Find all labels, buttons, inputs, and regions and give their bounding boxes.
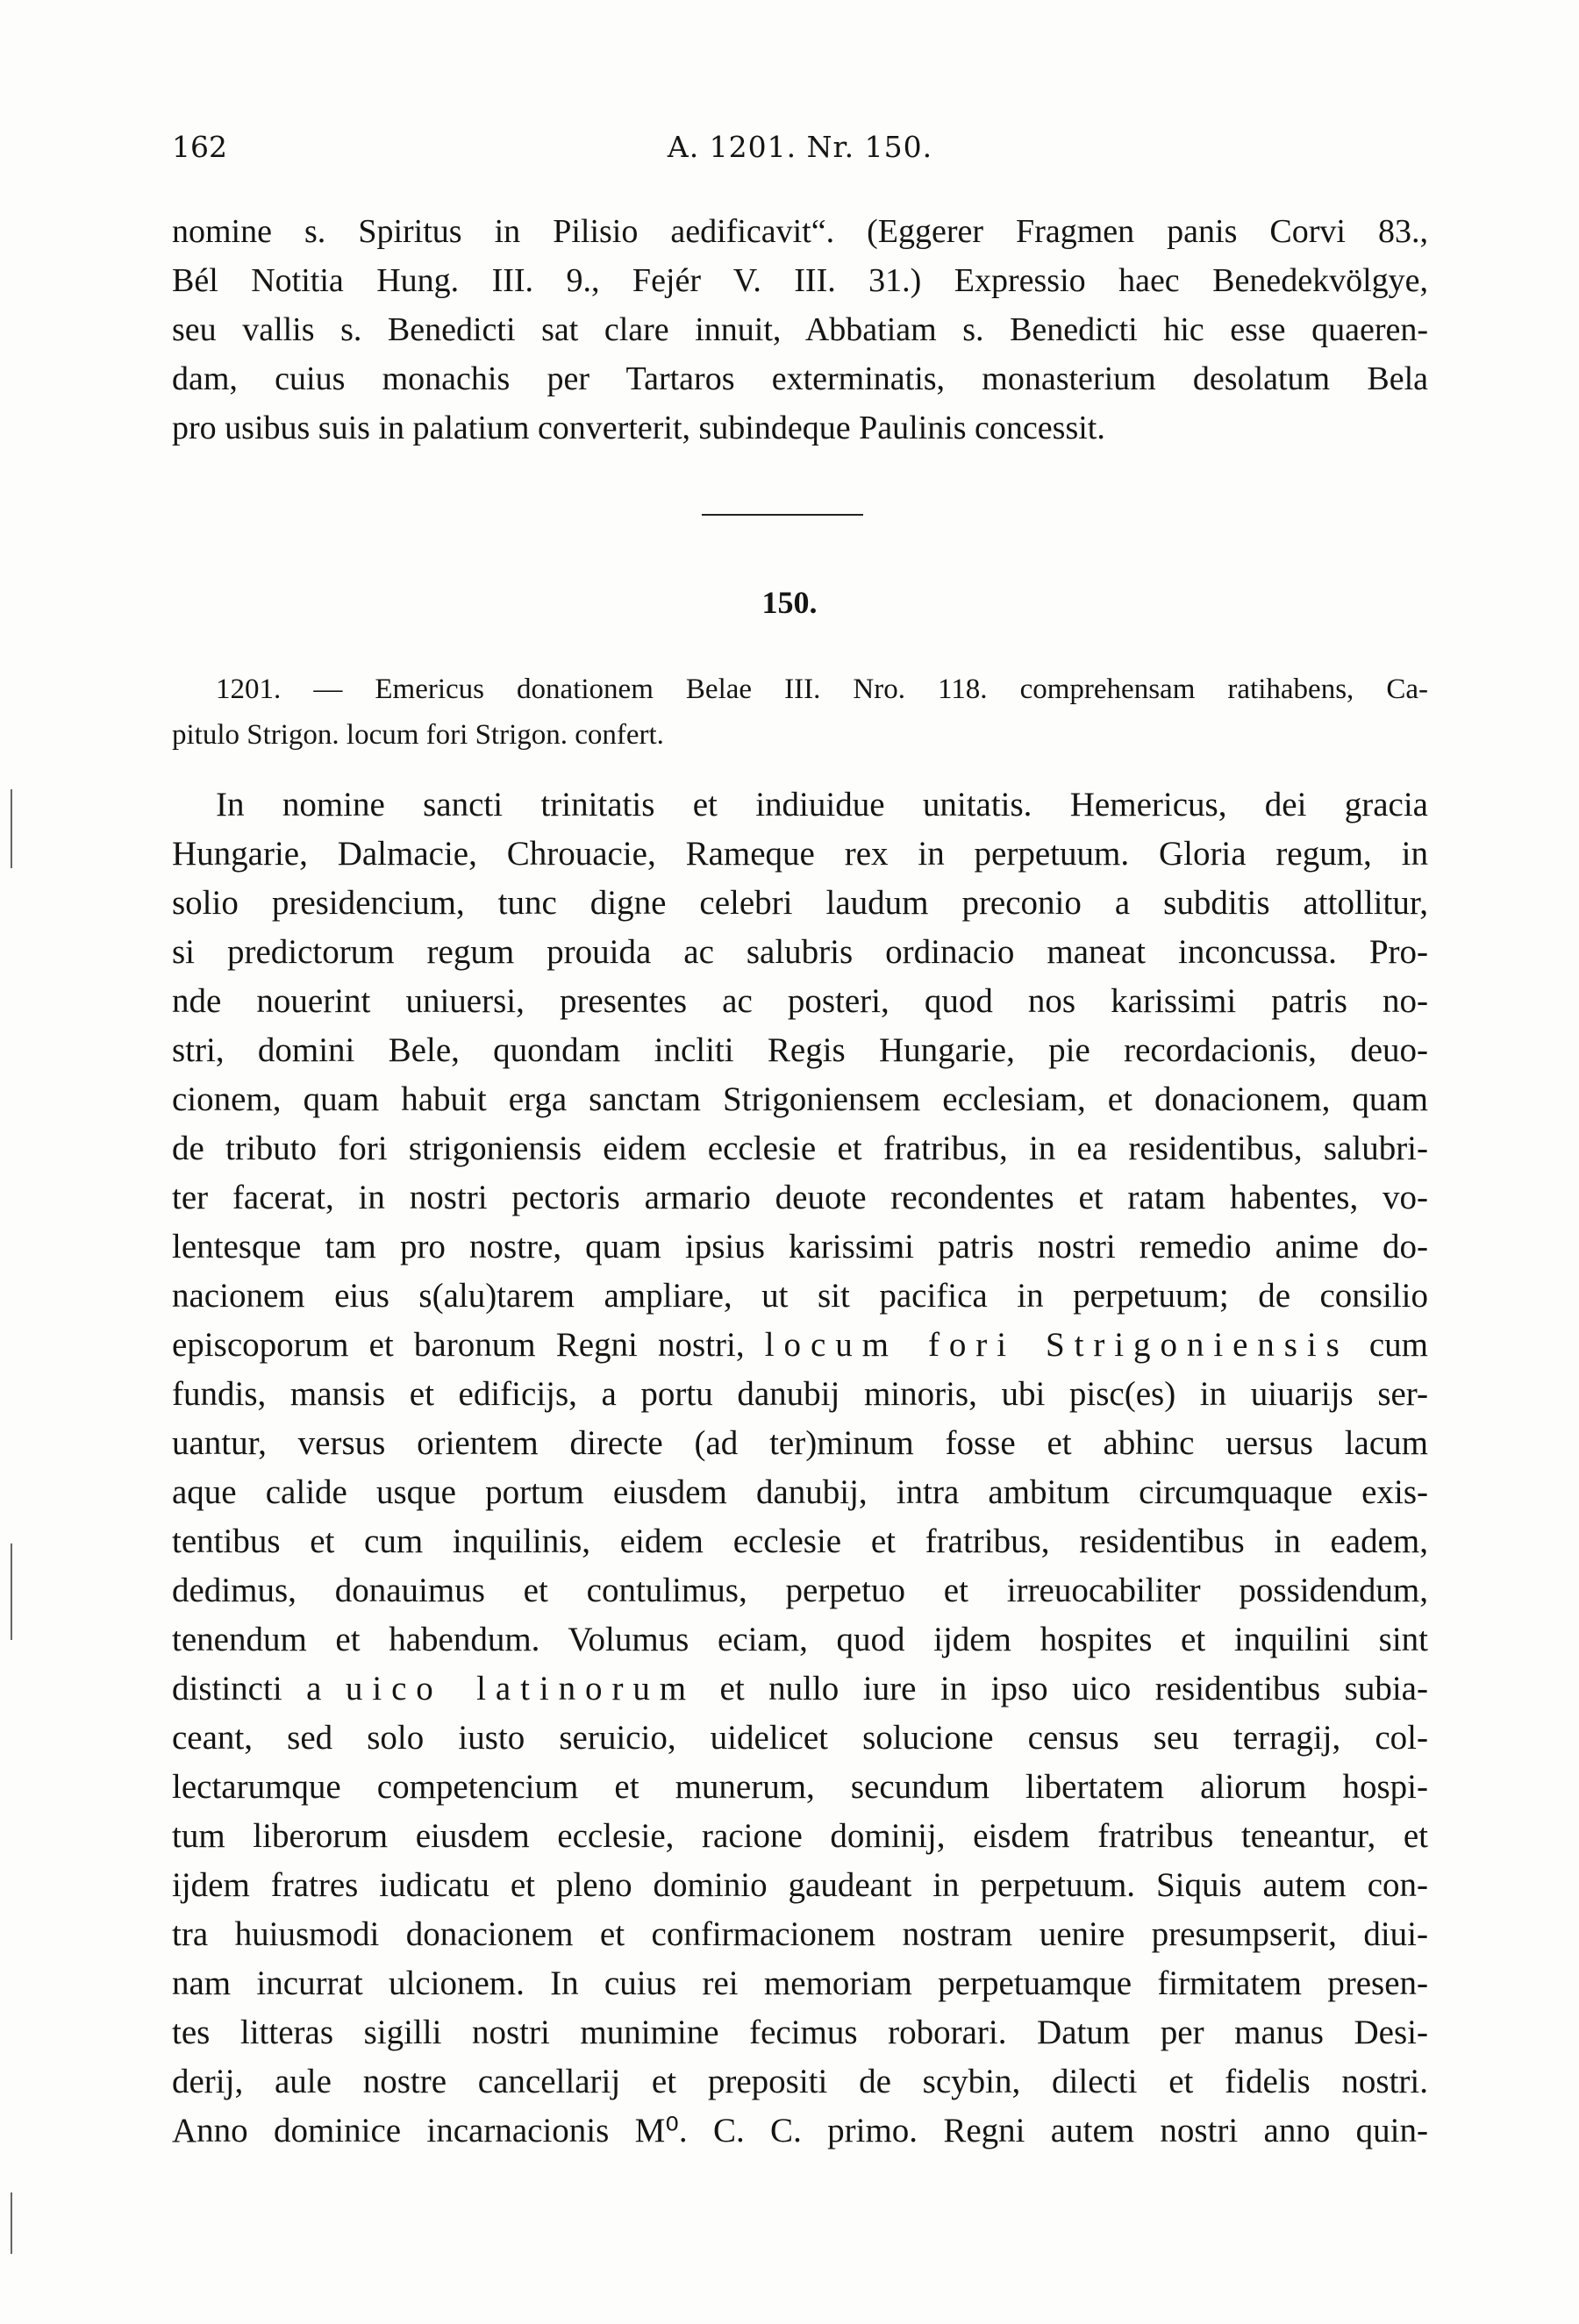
text-line: 1201. — Emericus donationem Belae III. Nro. 118. comprehensam ratihabens, Ca- [216, 674, 1428, 705]
intro-paragraph [172, 207, 1428, 453]
text-line: ter facerat, in nostri pectoris armario deuote recondentes et ratam habentes, vo- [172, 1179, 1428, 1216]
page-number: 162 [172, 130, 227, 164]
text-line: tenendum et habendum. Volumus eciam, quod ijdem hospites et inquilini sint [172, 1621, 1428, 1658]
text-line: uantur, versus orientem directe (ad ter)minum fosse et abhinc uersus lacum [172, 1424, 1428, 1462]
text-line: dam, cuius monachis per Tartaros exterminatis, monasterium desolatum Bela [172, 360, 1428, 397]
document-number: 150. [761, 585, 818, 620]
text-line [172, 1321, 1428, 1370]
text-line: de tributo fori strigoniensis eidem ecclesie et fratribus, in ea residentibus, salubri- [172, 1130, 1428, 1167]
text-line: tum liberorum eiusdem ecclesie, racione dominij, eisdem fratribus teneantur, et [172, 1817, 1428, 1855]
scan-margin-mark [11, 789, 12, 868]
spaced-emphasis: locum fori Strigoniensis [764, 1326, 1349, 1364]
text-line: pro usibus suis in palatium converterit, subindeque Paulinis concessit. [172, 410, 1105, 446]
text-line: nde nouerint uniuersi, presentes ac posteri, quod nos karissimi patris no- [172, 982, 1428, 1020]
text-line: ijdem fratres iudicatu et pleno dominio gaudeant in perpetuum. Siquis autem con- [172, 1866, 1428, 1904]
text-line: lectarumque competencium et munerum, secundum libertatem aliorum hospi- [172, 1768, 1428, 1806]
text-line [172, 1665, 1428, 1714]
text-segment: distincti a [172, 1670, 346, 1707]
text-line: derij, aule nostre cancellarij et prepositi de scybin, dilecti et fidelis nostri. [172, 2063, 1428, 2100]
scan-margin-mark [11, 2192, 12, 2254]
text-line: pitulo Strigon. locum fori Strigon. confert. [172, 719, 664, 751]
text-line: nomine s. Spiritus in Pilisio aedificavit“. (Eggerer Fragmen panis Corvi 83., [172, 213, 1428, 250]
text-segment: cum [1348, 1326, 1428, 1364]
text-line: Hungarie, Dalmacie, Chrouacie, Rameque rex in perpetuum. Gloria regum, in [172, 835, 1428, 873]
text-line: Anno dominice incarnacionis M⁰. C. C. primo. Regni autem nostri anno quin- [172, 2112, 1428, 2149]
text-line: si predictorum regum prouida ac salubris ordinacio maneat inconcussa. Pro- [172, 933, 1428, 971]
scan-margin-mark [11, 1543, 12, 1640]
text-line: Bél Notitia Hung. III. 9., Fejér V. III. 31.) Expressio haec Benedekvölgye, [172, 262, 1428, 299]
text-line: tentibus et cum inquilinis, eidem ecclesie et fratribus, residentibus in eadem, [172, 1522, 1428, 1560]
text-line: tes litteras sigilli nostri munimine fecimus roborari. Datum per manus Desi- [172, 2014, 1428, 2051]
text-line: seu vallis s. Benedicti sat clare innuit, Abbatiam s. Benedicti hic esse quaeren- [172, 311, 1428, 348]
text-segment: et nullo iure in ipso uico residentibus subia- [696, 1670, 1428, 1707]
text-line: In nomine sancti trinitatis et indiuidue unitatis. Hemericus, dei gracia [216, 786, 1428, 823]
running-head: A. 1201. Nr. 150. [667, 130, 933, 164]
regest-summary [172, 667, 1428, 758]
text-line: solio presidencium, tunc digne celebri laudum preconio a subditis attollitur, [172, 884, 1428, 922]
charter-text [172, 781, 1428, 2156]
text-line: aque calide usque portum eiusdem danubij, intra ambitum circumquaque exis- [172, 1473, 1428, 1511]
text-line: nacionem eius s(alu)tarem ampliare, ut sit pacifica in perpetuum; de consilio [172, 1277, 1428, 1315]
spaced-emphasis: uico latinorum [345, 1670, 697, 1707]
section-divider [702, 514, 863, 516]
text-line: ceant, sed solo iusto seruicio, uidelicet solucione census seu terragij, col- [172, 1719, 1428, 1757]
page-header [172, 130, 1428, 174]
text-line: fundis, mansis et edificijs, a portu danubij minoris, ubi pisc(es) in uiuarijs ser- [172, 1375, 1428, 1413]
text-line: nam incurrat ulcionem. In cuius rei memoriam perpetuamque firmitatem presen- [172, 1964, 1428, 2002]
text-line: stri, domini Bele, quondam incliti Regis Hungarie, pie recordacionis, deuo- [172, 1031, 1428, 1069]
text-segment: episcoporum et baronum Regni nostri, [172, 1326, 765, 1364]
text-line: cionem, quam habuit erga sanctam Strigoniensem ecclesiam, et donacionem, quam [172, 1080, 1428, 1118]
text-line: tra huiusmodi donacionem et confirmacionem nostram uenire presumpserit, diui- [172, 1915, 1428, 1953]
text-line: lentesque tam pro nostre, quam ipsius karissimi patris nostri remedio anime do- [172, 1228, 1428, 1265]
text-line: dedimus, donauimus et contulimus, perpetuo et irreuocabiliter possidendum, [172, 1572, 1428, 1609]
